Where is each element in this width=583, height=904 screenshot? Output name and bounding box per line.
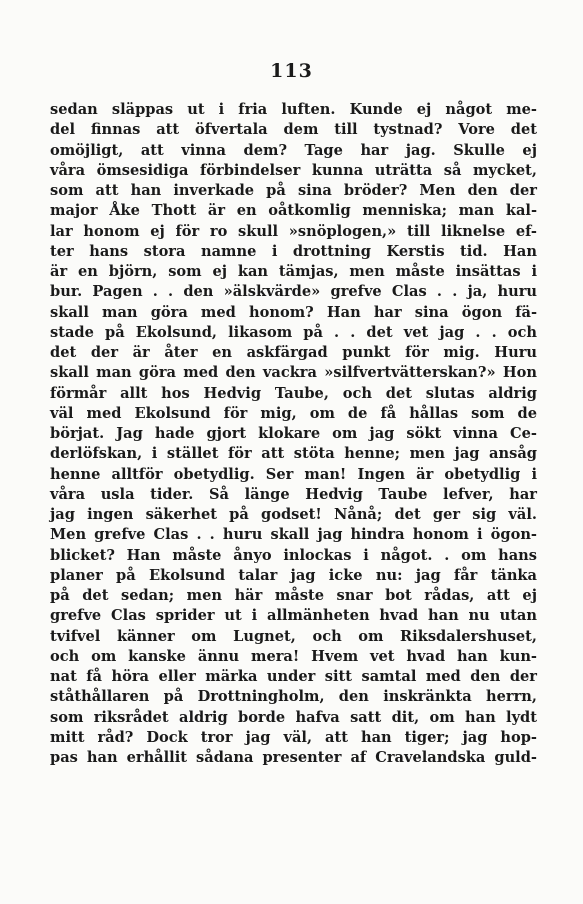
text-line: mitt råd? Dock tror jag väl, att han tiger; jag hop- xyxy=(50,728,537,746)
text-line: del finnas att öfvertala dem till tystnad? Vore det xyxy=(50,121,537,139)
text-line: på det sedan; men här måste snar bot rådas, att ej xyxy=(50,587,537,604)
text-line: och om kanske ännu mera! Hvem vet hvad han kun- xyxy=(50,647,537,665)
text-line: jag ingen säkerhet på godset! Nånå; det ger sig väl. xyxy=(50,506,537,523)
text-line: skall man göra med den vackra »silfvertvätterskan?» Hon xyxy=(50,364,537,382)
text-line: som riksrådet aldrig borde hafva satt dit, om han lydt xyxy=(50,708,537,726)
text-line: bur. Pagen . . den »älskvärde» grefve Clas . . ja, huru xyxy=(50,283,537,301)
text-line: derlöfskan, i stället för att stöta henne; men jag ansåg xyxy=(50,445,537,463)
text-line: major Åke Thott är en oåtkomlig menniska; man kal- xyxy=(50,202,537,220)
text-line: ter hans stora namne i drottning Kerstis tid. Han xyxy=(50,242,537,260)
text-line: är en björn, som ej kan tämjas, men måste insättas i xyxy=(50,263,537,280)
text-line: grefve Clas sprider ut i allmänheten hvad han nu utan xyxy=(50,607,537,625)
text-line: henne alltför obetydlig. Ser man! Ingen är obetydlig i xyxy=(50,465,537,483)
text-line: våra usla tider. Så länge Hedvig Taube lefver, har xyxy=(50,485,537,503)
page-number: 113 xyxy=(270,60,313,82)
text-line: lar honom ej för ro skull »snöplogen,» till liknelse ef- xyxy=(50,222,537,240)
text-line: skall man göra med honom? Han har sina ögon fä- xyxy=(50,303,537,321)
text-line: som att han inverkade på sina bröder? Men den der xyxy=(50,182,537,199)
text-line: det der är åter en askfärgad punkt för mig. Huru xyxy=(50,344,537,361)
text-line: nat få höra eller märka under sitt samtal med den der xyxy=(50,668,537,685)
body-text xyxy=(50,100,537,768)
text-line: våra ömsesidiga förbindelser kunna uträtta så mycket, xyxy=(50,161,537,179)
text-line: börjat. Jag hade gjort klokare om jag sökt vinna Ce- xyxy=(50,425,537,442)
text-line: omöjligt, att vinna dem? Tage har jag. Skulle ej xyxy=(50,141,537,159)
text-line: sedan släppas ut i fria luften. Kunde ej något me- xyxy=(50,101,537,118)
text-line: blicket? Han måste ånyo inlockas i något. . om hans xyxy=(50,546,537,564)
text-line: väl med Ekolsund för mig, om de få hållas som de xyxy=(50,404,537,422)
text-line: förmår allt hos Hedvig Taube, och det slutas aldrig xyxy=(50,384,537,402)
text-line: ståthållaren på Drottningholm, den inskränkta herrn, xyxy=(50,688,537,706)
text-line: tvifvel känner om Lugnet, och om Riksdalershuset, xyxy=(50,627,537,645)
text-line: Men grefve Clas . . huru skall jag hindra honom i ögon- xyxy=(50,526,537,544)
text-line: stade på Ekolsund, likasom på . . det vet jag . . och xyxy=(50,323,537,341)
text-line: planer på Ekolsund talar jag icke nu: jag får tänka xyxy=(50,566,537,584)
text-line: pas han erhållit sådana presenter af Cravelandska guld- xyxy=(50,749,537,766)
